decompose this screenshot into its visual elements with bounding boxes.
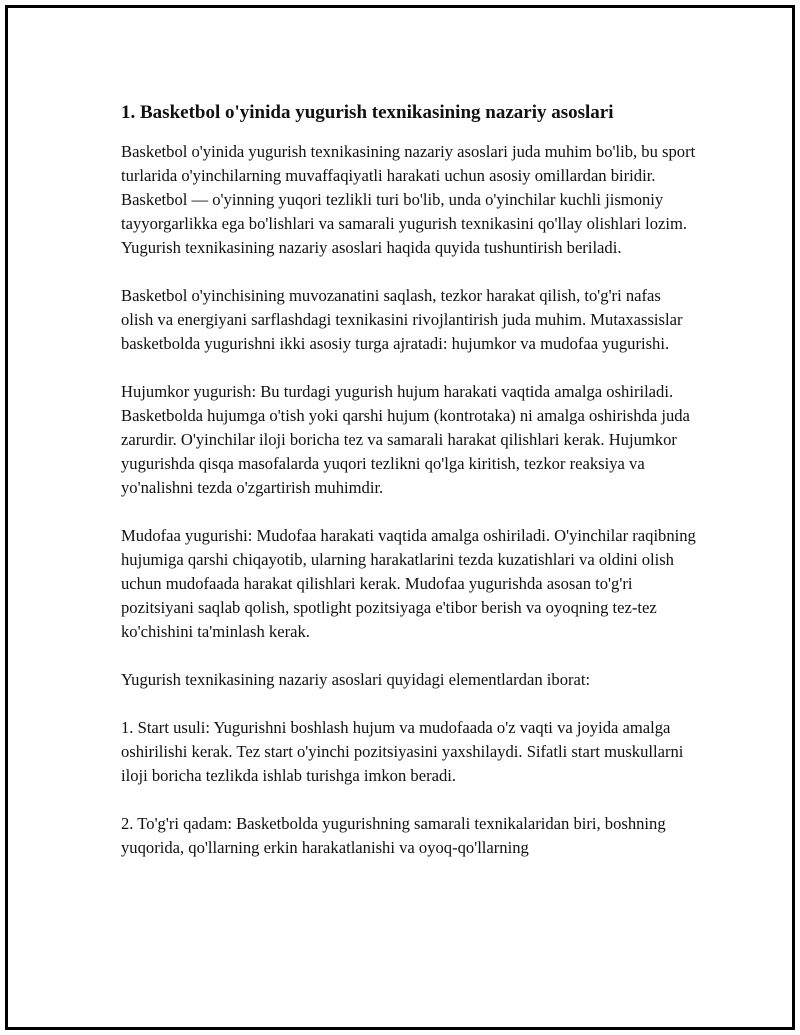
paragraph-intro: Basketbol o'yinida yugurish texnikasining nazariy asoslari juda muhim bo'lib, bu sport turlarida o'yinchilarning muvaffaqiyatli harakati uchun asosiy omillardan biridir. Basketbol — o'yinning yuqori tezlikli turi bo'lib, unda o'yinchilar kuchli jismoniy tayyorgarlikka ega bo'lishlari va samarali yugurish texnikasini qo'llay olishlari lozim. Yugurish texnikasining nazariy asoslari haqida quyida tushuntirish beriladi.: [121, 142, 696, 257]
paragraph-balance: Basketbol o'yinchisining muvozanatini saqlash, tezkor harakat qilish, to'g'ri nafas olish va energiyani sarflashdagi texnikasini rivojlantirish juda muhim. Mutaxassislar basketbolda yugurishni ikki asosiy turga ajratadi: hujumkor va mudofaa yugurishi.: [121, 286, 683, 353]
page-frame: [5, 5, 795, 1030]
document-title: 1. Basketbol o'yinida yugurish texnikasining nazariy asoslari: [121, 102, 614, 123]
paragraph-offensive-running: Hujumkor yugurish: Bu turdagi yugurish hujum harakati vaqtida amalga oshiriladi. Basketbolda hujumga o'tish yoki qarshi hujum (kontrotaka) ni amalga oshirishda juda zarurdir. O'yinchilar iloji boricha tez va samarali harakat qilishlari kerak. Hujumkor yugurishda qisqa masofalarda yuqori tezlikni qo'lga kiritish, tezkor reaksiya va yo'nalishni tezda o'zgartirish muhimdir.: [121, 382, 690, 497]
paragraph-elements-intro: Yugurish texnikasining nazariy asoslari quyidagi elementlardan iborat:: [121, 670, 591, 689]
paragraph-correct-step: 2. To'g'ri qadam: Basketbolda yugurishning samarali texnikalaridan biri, boshning yuqorida, qo'llarning erkin harakatlanishi va oyoq-qo'llarning: [121, 814, 666, 857]
document-body: [121, 101, 696, 884]
paragraph-defensive-running: Mudofaa yugurishi: Mudofaa harakati vaqtida amalga oshiriladi. O'yinchilar raqibning hujumiga qarshi chiqayotib, ularning harakatlarini tezda kuzatishlari va oldini olish uchun mudofaada harakat qilishlari kerak. Mudofaa yugurishda asosan to'g'ri pozitsiyani saqlab qolish, spotlight pozitsiyaga e'tibor berish va oyoqning tez-tez ko'chishini ta'minlash kerak.: [121, 526, 696, 641]
paragraph-start-method: 1. Start usuli: Yugurishni boshlash hujum va mudofaada o'z vaqti va joyida amalga oshirilishi kerak. Tez start o'yinchi pozitsiyasini yaxshilaydi. Sifatli start muskullarni iloji boricha tezlikda ishlab turishga imkon beradi.: [121, 718, 684, 785]
